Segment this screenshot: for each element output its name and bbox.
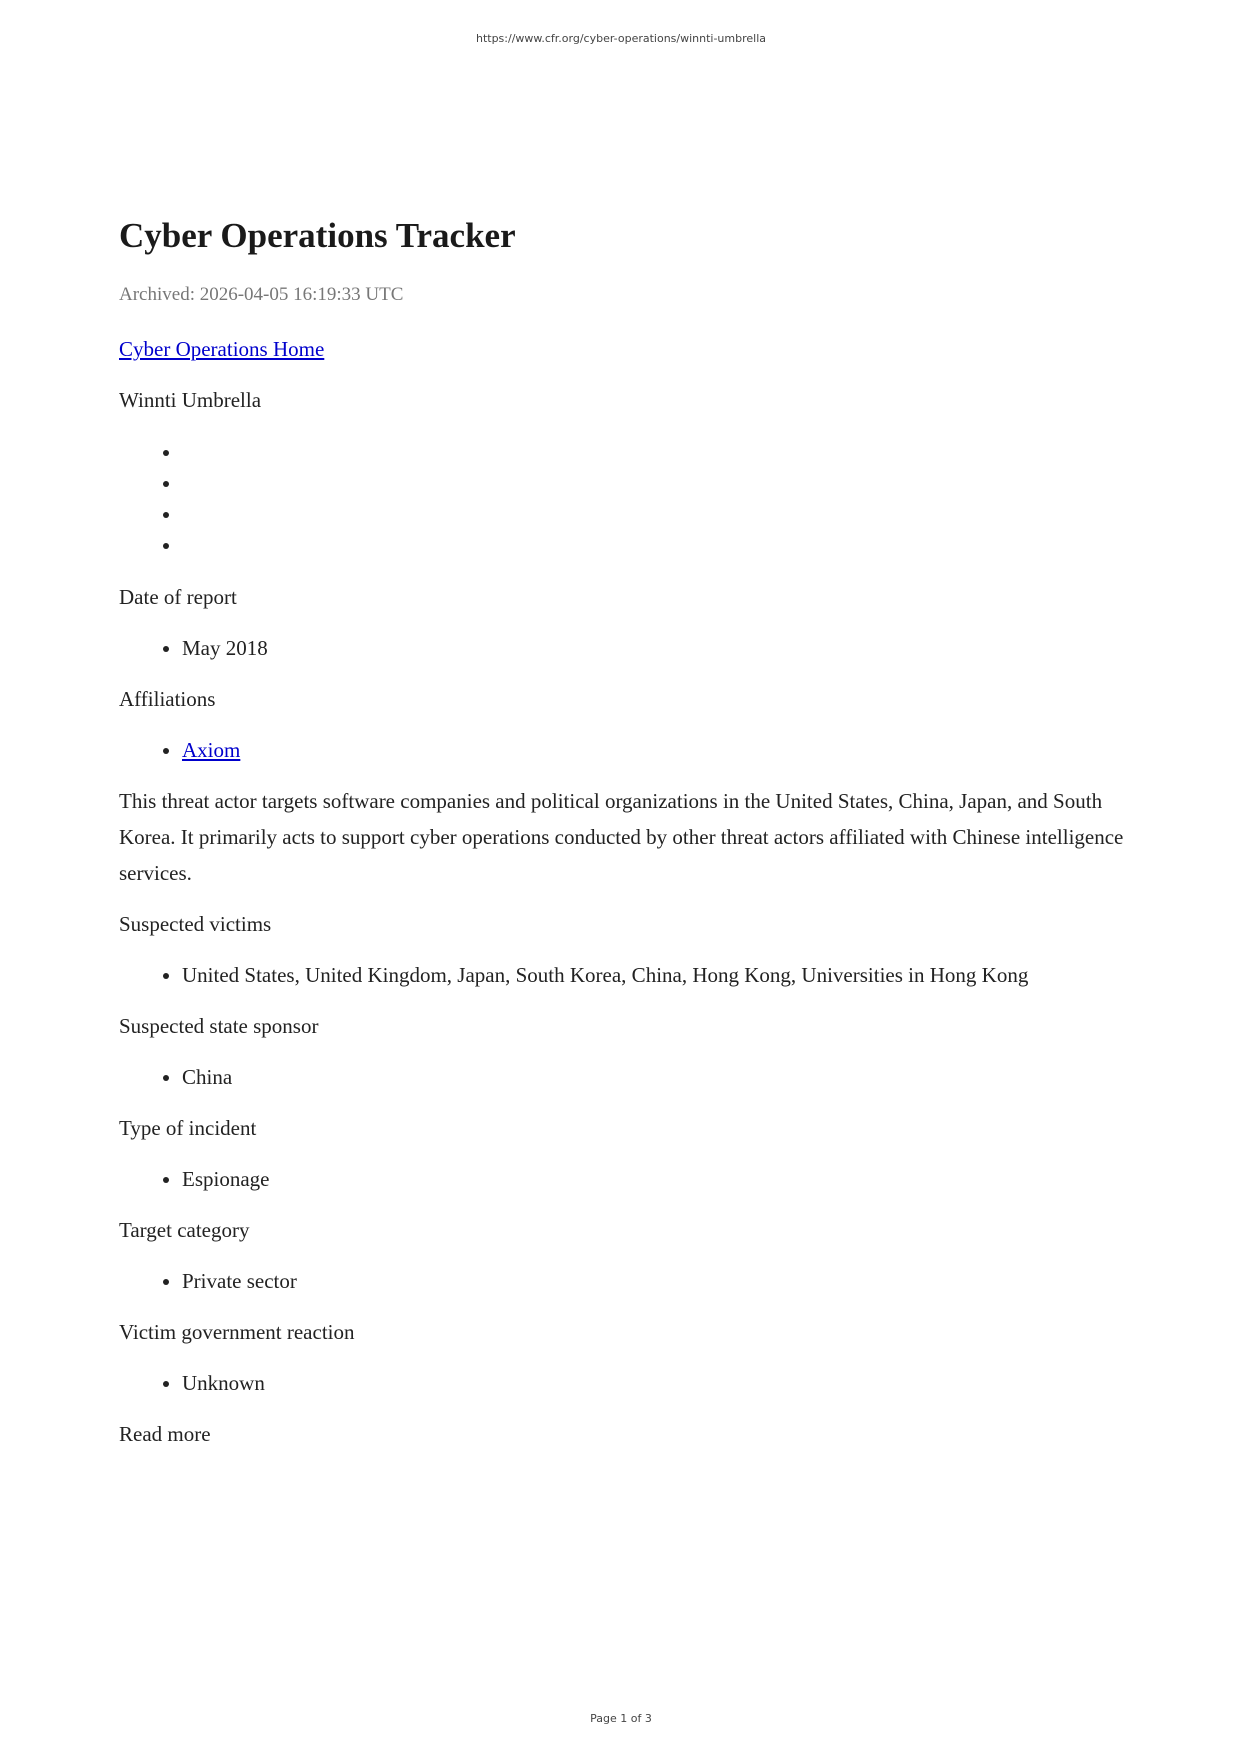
date-of-report-list	[119, 635, 1129, 661]
empty-list-item	[182, 470, 1129, 501]
empty-bullet-list	[119, 439, 1129, 563]
archived-timestamp: Archived: 2026-04-05 16:19:33 UTC	[119, 284, 404, 305]
date-of-report-value: • May 2018	[182, 635, 1129, 661]
empty-list-item	[182, 501, 1129, 532]
cyber-operations-home-link[interactable]: Cyber Operations Home	[119, 337, 325, 361]
state-sponsor-value: • China	[182, 1064, 1129, 1090]
page-title: Cyber Operations Tracker	[119, 216, 516, 255]
affiliation-axiom-link[interactable]: Axiom	[182, 738, 241, 762]
affiliations-label: Affiliations	[119, 687, 216, 711]
empty-list-item	[182, 532, 1129, 563]
suspected-victims-label: Suspected victims	[119, 912, 272, 936]
government-reaction-value: • Unknown	[182, 1370, 1129, 1396]
suspected-victims-list	[119, 962, 1129, 988]
page-url-header: https://www.cfr.org/cyber-operations/winnti-umbrella	[475, 32, 767, 45]
read-more-text: Read more	[119, 1422, 211, 1446]
target-category-value: • Private sector	[182, 1268, 1129, 1294]
incident-type-value: • Espionage	[182, 1166, 1129, 1192]
empty-list-item	[182, 439, 1129, 470]
incident-type-list	[119, 1166, 1129, 1192]
affiliations-list	[119, 737, 1129, 763]
government-reaction-list	[119, 1370, 1129, 1396]
incident-type-label: Type of incident	[119, 1116, 257, 1140]
state-sponsor-list	[119, 1064, 1129, 1090]
target-category-label: Target category	[119, 1218, 250, 1242]
actor-description: This threat actor targets software companies and political organizations in the United States, China, Japan, and South Korea. It primarily acts to support cyber operations conducted by other threat actors affiliated with Chinese intelligence services.	[119, 789, 1124, 885]
affiliation-item	[182, 737, 1129, 763]
main-content	[119, 212, 1129, 1447]
government-reaction-label: Victim government reaction	[119, 1320, 355, 1344]
page-number-footer: Page 1 of 3	[590, 1712, 652, 1725]
state-sponsor-label: Suspected state sponsor	[119, 1014, 319, 1038]
date-of-report-label: Date of report	[119, 585, 237, 609]
target-category-list	[119, 1268, 1129, 1294]
suspected-victims-value: • United States, United Kingdom, Japan, South Korea, China, Hong Kong, Universities in Hong Kong	[182, 962, 1129, 988]
actor-name: Winnti Umbrella	[119, 388, 262, 412]
